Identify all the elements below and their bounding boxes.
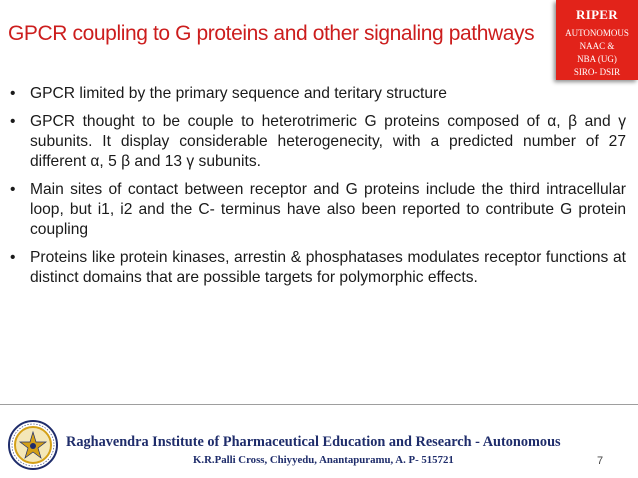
- institution-emblem-icon: [8, 420, 58, 470]
- badge-line-naac: NAAC &: [579, 41, 615, 51]
- bullet-text: Proteins like protein kinases, arrestin & phosphatases modulates receptor functions at distinct domains that are possible targets for polymorphic effects.: [30, 249, 626, 286]
- bullet-text: GPCR thought to be couple to heterotrimeric G proteins composed of α, β and γ subunits. It display considerable heterogenecity, with a predicted number of 27 different α, 5 β and 13 γ subunits.: [30, 113, 626, 170]
- footer-address: K.R.Palli Cross, Chiyyedu, Anantapuramu, A. P- 515721: [193, 454, 454, 466]
- bullet-item: [10, 112, 626, 172]
- bullet-dot: •: [10, 113, 16, 130]
- bullet-item: [10, 84, 626, 104]
- accreditation-badge: [556, 0, 638, 80]
- bullet-list: [10, 84, 626, 296]
- footer-divider: [0, 404, 638, 405]
- badge-title: RIPER: [576, 7, 618, 22]
- badge-line-autonomous: AUTONOMOUS: [565, 28, 629, 38]
- bullet-text: Main sites of contact between receptor and G proteins include the third intracellular loop, but i1, i2 and the C- terminus have also been reported to contribute G protein coupling: [30, 181, 626, 238]
- bullet-dot: •: [10, 249, 16, 266]
- bullet-text: GPCR limited by the primary sequence and teritary structure: [30, 85, 447, 102]
- slide-title: GPCR coupling to G proteins and other signaling pathways: [8, 22, 535, 45]
- bullet-item: [10, 248, 626, 288]
- bullet-dot: •: [10, 85, 16, 102]
- footer-institution-name: Raghavendra Institute of Pharmaceutical Education and Research - Autonomous: [66, 434, 561, 450]
- badge-line-siro: SIRO- DSIR: [573, 67, 621, 77]
- badge-line-nba: NBA (UG): [577, 54, 617, 64]
- bullet-item: [10, 180, 626, 240]
- page-number: 7: [597, 455, 604, 467]
- bullet-dot: •: [10, 181, 16, 198]
